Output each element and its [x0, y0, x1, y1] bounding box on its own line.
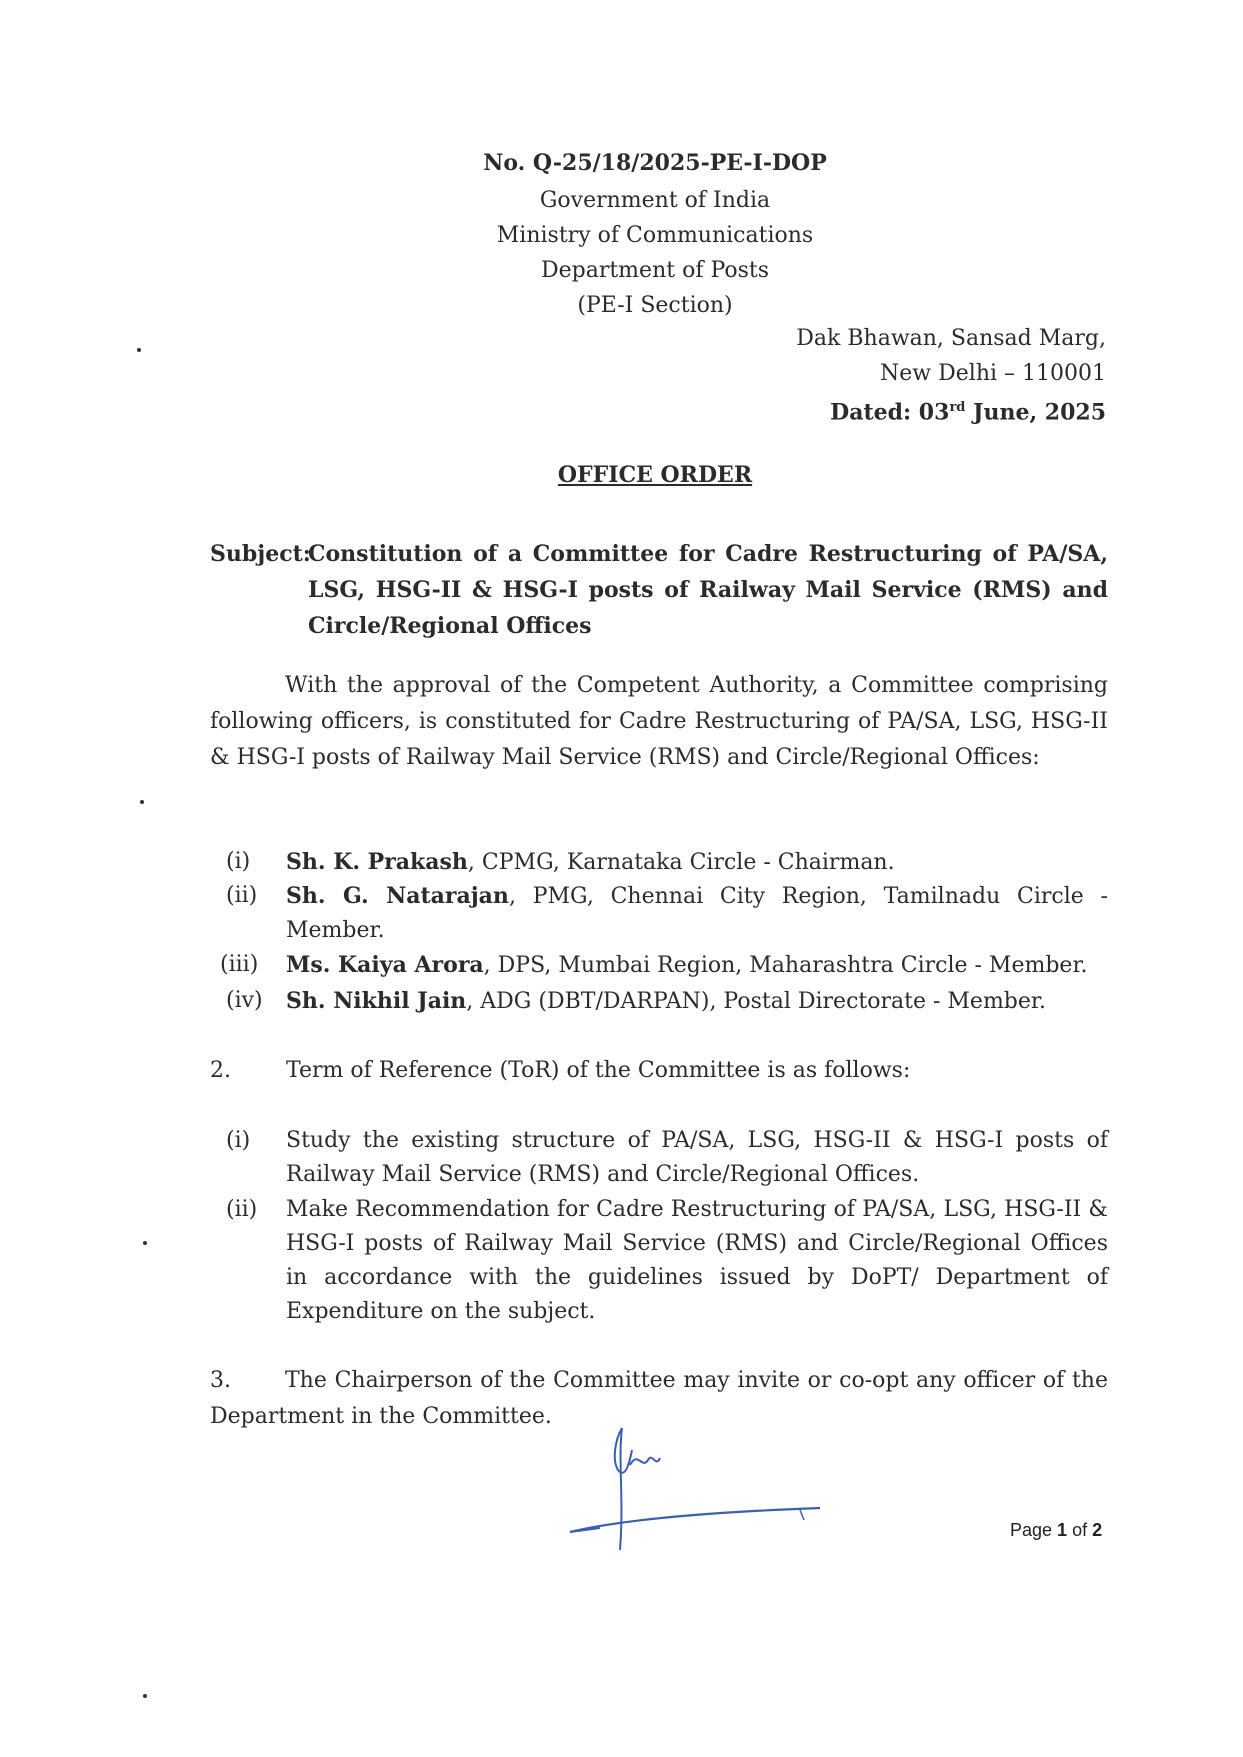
- govt-name: Government of India: [539, 188, 771, 213]
- file-number: No. Q-25/18/2025-PE-I-DOP: [483, 150, 827, 176]
- scan-dot: [143, 1694, 147, 1698]
- department-name: Department of Posts: [540, 258, 770, 283]
- scan-dot: [140, 800, 144, 804]
- subject-text: Constitution of a Committee for Cadre Restructuring of PA/SA, LSG, HSG-II & HSG-I posts of Railway Mail Service (RMS) and Circle/Regional Offices: [308, 541, 1108, 639]
- page-number: Page 1 of 2: [1010, 1520, 1103, 1540]
- subject-label: Subject:: [210, 541, 311, 567]
- order-date: Dated: 03rd June, 2025: [830, 399, 1106, 426]
- scan-dot: [143, 1241, 147, 1245]
- para-3-text: The Chairperson of the Committee may invite or co-opt any officer of the Department in the Committee.: [210, 1368, 1108, 1429]
- para-2-text: Term of Reference (ToR) of the Committee is as follows:: [286, 1058, 911, 1083]
- para-3-number: 3.: [210, 1368, 231, 1393]
- address-line-1: Dak Bhawan, Sansad Marg,: [796, 326, 1106, 351]
- para-2-number: 2.: [210, 1058, 231, 1083]
- signature-image: [560, 1420, 830, 1550]
- intro-paragraph: With the approval of the Competent Authority, a Committee comprising following officers, is constituted for Cadre Restructuring of PA/SA, LSG, HSG-II & HSG-I posts of Railway Mail Service (RMS) and Circle/Regional Offices:: [210, 673, 1108, 770]
- page-title: OFFICE ORDER: [557, 462, 753, 488]
- scan-dot: [137, 348, 141, 352]
- document-page: No. Q-25/18/2025-PE-I-DOP Government of India Ministry of Communications Department of Posts (PE-I Section) Dak Bhawan, Sansad Marg, New Delhi – 110001 Dated: 03rd June, 2025 OFFICE ORDER Subject: Constitution of a Committee for Cadre Restructuring of PA/SA, LSG, HSG-II & HSG-I posts of Railway Mail Service (RMS) and Circle/Regional Offices With the approval of the Competent Authority, a Committee comprising following officers, is constituted for Cadre Restructuring of PA/SA, LSG, HSG-II & HSG-I posts of Railway Mail Service (RMS) and Circle/Regional Offices: (i) Sh. K. Prakash, CPMG, Karnataka Circle - Chairman. (ii) Sh. G. Natarajan, PMG, Chennai City Region, Tamilnadu Circle - Member. (iii) Ms. Kaiya Arora, DPS, Mumbai Region, Maharashtra Circle - Member. (iv) Sh. Nikhil Jain, ADG (DBT/DARPAN), Postal Directorate - Member. 2. Term of Reference (ToR) of the Committee is as follows: (i) Study the existing structure of PA/SA, LSG, HSG-II & HSG-I posts of Railway Mail Service (RMS) and Circle/Regional Offices. (ii) Make Recommendation for Cadre Restructuring of PA/SA, LSG, HSG-II & HSG-I posts of Railway Mail Service (RMS) and Circle/Regional Offices in accordance with the guidelines issued by DoPT/ Department of Expenditure on the subject. 3. The Chairperson of the Committee may invite or co-opt any officer of the Department in the Committee. Page 1 of 2: [0, 0, 1243, 1757]
- address-line-2: New Delhi – 110001: [880, 361, 1106, 386]
- ministry-name: Ministry of Communications: [496, 223, 814, 248]
- section-name: (PE-I Section): [577, 293, 733, 318]
